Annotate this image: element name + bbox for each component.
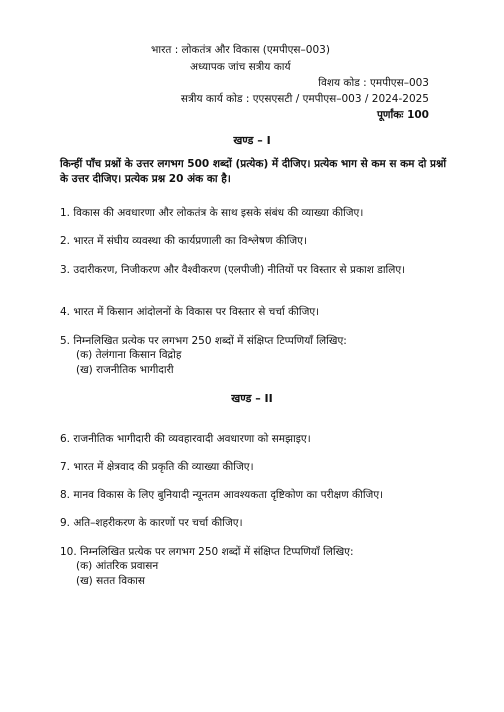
question-2: 2. भारत में संघीय व्यवस्था की कार्यप्रणाली का विश्लेषण कीजिए। — [60, 235, 307, 247]
assignment-type: अध्यापक जांच सत्रीय कार्य — [190, 61, 291, 73]
question-10-part-a: (क) आंतरिक प्रवासन — [76, 560, 159, 572]
question-9: 9. अति–शहरीकरण के कारणों पर चर्चा कीजिए। — [60, 517, 243, 529]
question-7: 7. भारत में क्षेत्रवाद की प्रकृति की व्याख्या कीजिए। — [60, 461, 254, 473]
max-marks: पूर्णांकः 100 — [376, 109, 429, 121]
question-4: 4. भारत में किसान आंदोलनों के विकास पर विस्तार से चर्चा कीजिए। — [60, 306, 320, 318]
course-title: भारत : लोकतंत्र और विकास (एमपीएस–003) — [151, 44, 330, 56]
question-8: 8. मानव विकास के लिए बुनियादी न्यूनतम आवश्यकता दृष्टिकोण का परीक्षण कीजिए। — [60, 489, 384, 501]
question-10: 10. निम्नलिखित प्रत्येक पर लगभग 250 शब्दों में संक्षिप्त टिप्पणियाँ लिखिए: — [60, 546, 354, 558]
question-5: 5. निम्नलिखित प्रत्येक पर लगभग 250 शब्दों में संक्षिप्त टिप्पणियाँ लिखिए: — [60, 335, 347, 347]
subject-code: विशय कोड : एमपीएस–003 — [318, 77, 429, 89]
question-10-part-b: (ख) सतत विकास — [76, 575, 145, 587]
assignment-code: सत्रीय कार्य कोड : एएसएसटी / एमपीएस–003 / 2024-2025 — [180, 93, 429, 105]
question-1: 1. विकास की अवधारणा और लोकतंत्र के साथ इसके संबंध की व्याख्या कीजिए। — [60, 207, 364, 219]
question-6: 6. राजनीतिक भागीदारी की व्यवहारवादी अवधारणा को समझाइए। — [60, 433, 311, 445]
question-5-part-b: (ख) राजनीतिक भागीदारी — [76, 364, 174, 376]
question-5-part-a: (क) तेलंगाना किसान विद्रोह — [76, 349, 182, 361]
instructions: किन्हीं पाँच प्रश्नों के उत्तर लगभग 500 शब्दों (प्रत्येक) में दीजिए। प्रत्येक भाग से कम स कम दो प्रश्नों के उत्तर दीजिए। प्रत्येक प्रश्न 20 अंक का है। — [60, 158, 447, 185]
section-1-title: खण्ड – I — [233, 134, 271, 147]
section-2-title: खण्ड – II — [231, 392, 273, 405]
question-3: 3. उदारीकरण, निजीकरण और वैश्वीकरण (एलपीजी) नीतियों पर विस्तार से प्रकाश डालिए। — [60, 264, 406, 276]
